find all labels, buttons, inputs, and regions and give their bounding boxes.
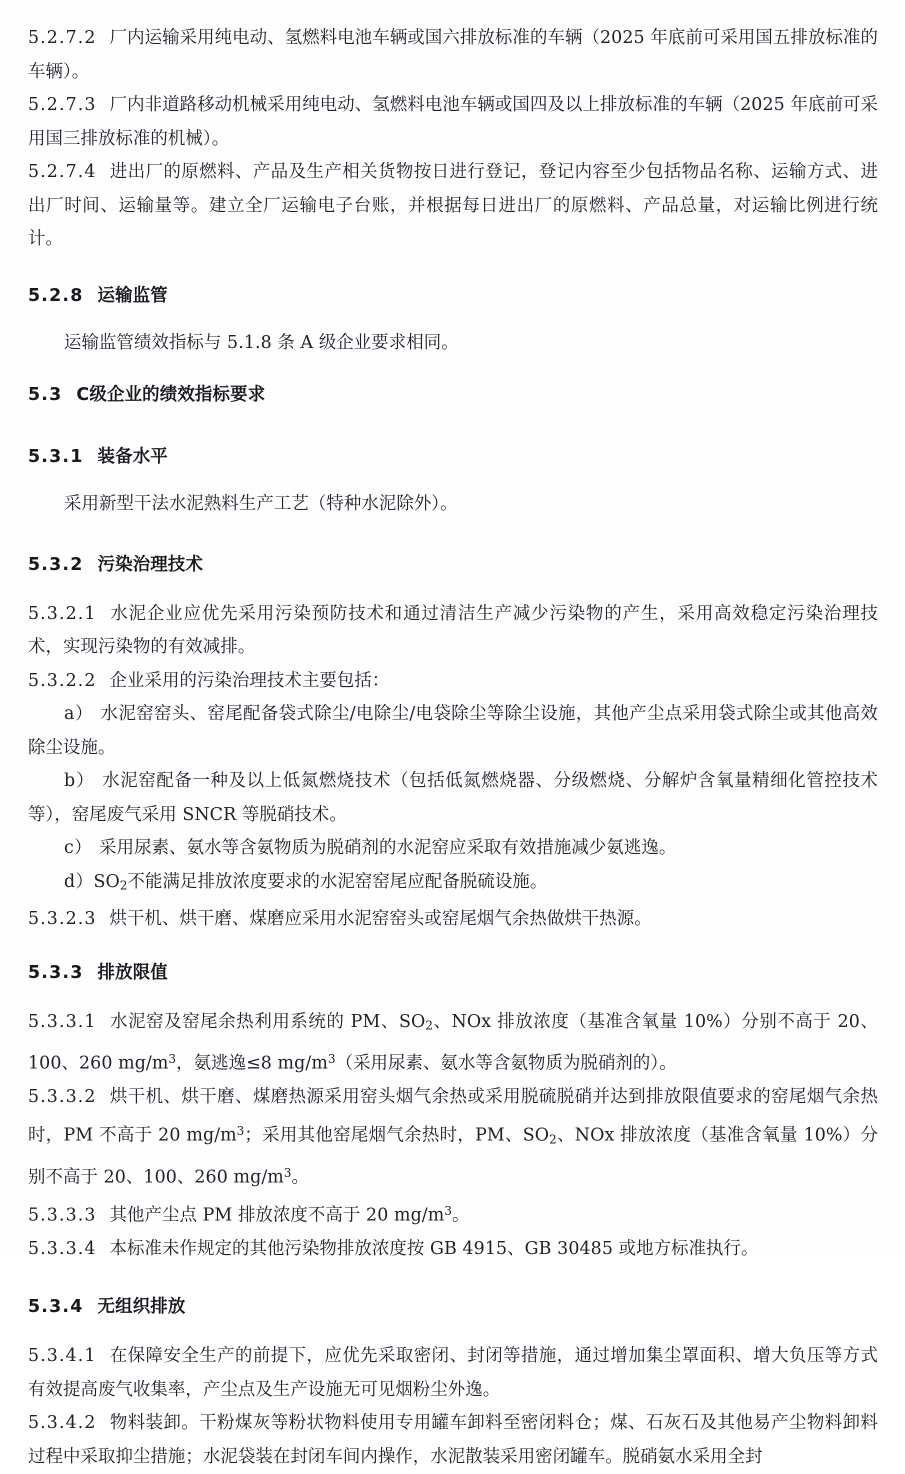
clause-number: 5.2.7.3 (28, 95, 97, 115)
clause-text: 烘干机、烘干磨、煤磨应采用水泥窑窑头或窑尾烟气余热做烘干热源。 (109, 908, 652, 929)
paragraph-5-3-1-body: 采用新型干法水泥熟料生产工艺（特种水泥除外）。 (64, 494, 458, 514)
list-text: 采用尿素、氨水等含氨物质为脱硝剂的水泥窑应采取有效措施减少氨逃逸。 (99, 838, 677, 858)
paragraph-5-2-7-2 (28, 22, 878, 89)
heading-5-2-8 (28, 281, 878, 311)
subscript-2: 2 (119, 878, 128, 893)
heading-number: 5.2.8 (28, 285, 84, 306)
heading-title: C级企业的绩效指标要求 (76, 385, 266, 405)
paragraph-5-3-3-3 (28, 1195, 878, 1233)
list-text: 水泥窑窑头、窑尾配备袋式除尘/电除尘/电袋除尘等除尘设施，其他产尘点采用袋式除尘或其他高效除尘设施。 (28, 704, 878, 758)
clause-number: 5.3.2.1 (28, 603, 97, 624)
clause-seg-1: 烘干机、烘干磨、煤磨热源采用窑头烟气余热或采用脱硫脱硝并达到排放限值要求的窑尾烟气余热时，PM 不高于 20 mg/m (28, 1087, 878, 1146)
clause-number: 5.3.3.4 (28, 1238, 97, 1259)
superscript-3: 3 (327, 1052, 336, 1067)
clause-number: 5.3.4.2 (28, 1413, 97, 1434)
list-text-before: SO (93, 871, 120, 892)
clause-text: 本标准未作规定的其他污染物排放浓度按 GB 4915、GB 30485 或地方标准执行。 (109, 1238, 759, 1259)
superscript-3: 3 (283, 1165, 292, 1180)
heading-5-3-4 (28, 1292, 878, 1322)
list-text-after: 不能满足排放浓度要求的水泥窑窑尾应配备脱硫设施。 (127, 871, 548, 892)
paragraph-5-3-3-2 (28, 1081, 878, 1194)
clause-number: 5.3.2.3 (28, 908, 97, 929)
list-item-d (28, 866, 878, 903)
clause-text: 物料装卸。干粉煤灰等粉状物料使用专用罐车卸料至密闭料仓；煤、石灰石及其他易产尘物料卸料过程中采取抑尘措施；水泥袋装在封闭车间内操作，水泥散装采用密闭罐车。脱硝氨水采用全封 (28, 1413, 878, 1467)
heading-number: 5.3 (28, 385, 63, 405)
heading-title: 污染治理技术 (97, 554, 204, 575)
subscript-2: 2 (549, 1132, 557, 1147)
paragraph-5-2-7-4 (28, 156, 878, 257)
paragraph-5-3-2-3 (28, 903, 878, 937)
heading-title: 无组织排放 (97, 1297, 186, 1318)
paragraph-5-3-4-2 (28, 1407, 878, 1474)
heading-title: 运输监管 (97, 285, 168, 306)
clause-number: 5.3.3.1 (28, 1012, 97, 1033)
paragraph-5-3-4-1 (28, 1340, 878, 1407)
subscript-2: 2 (425, 1018, 433, 1033)
heading-5-3-2 (28, 550, 878, 580)
heading-title: 装备水平 (97, 447, 168, 467)
clause-number: 5.2.7.2 (28, 28, 97, 48)
clause-number: 5.2.7.4 (28, 162, 97, 182)
heading-number: 5.3.4 (28, 1297, 84, 1318)
list-item-a (28, 698, 878, 765)
clause-seg-3: 、NOx 排放浓度（基准含氧量 10%）分别不高于 20、100、260 mg/m (28, 1125, 879, 1188)
clause-seg-2: 、NOx 排放浓度（基准含氧量 10%）分别不高于 20、100、260 mg/m (28, 1012, 878, 1074)
clause-seg-3: ，氨逃逸≤8 mg/m (176, 1053, 328, 1074)
list-label: d） (64, 871, 94, 892)
paragraph-5-3-2-1 (28, 598, 878, 665)
paragraph-5-3-3-1 (28, 1006, 878, 1081)
heading-5-3-1 (28, 442, 878, 472)
heading-number: 5.3.1 (28, 447, 84, 467)
paragraph-5-2-7-3 (28, 89, 878, 156)
heading-5-3-3 (28, 958, 878, 988)
clause-seg-1: 其他产尘点 PM 排放浓度不高于 20 mg/m (109, 1205, 445, 1226)
list-text: 水泥窑配备一种及以上低氮燃烧技术（包括低氮燃烧器、分级燃烧、分解炉含氧量精细化管控技术等），窑尾废气采用 SNCR 等脱硝技术。 (28, 771, 878, 825)
clause-text: 厂内运输采用纯电动、氢燃料电池车辆或国六排放标准的车辆（2025 年底前可采用国五排放标准的车辆）。 (28, 28, 878, 82)
clause-text: 水泥企业应优先采用污染预防技术和通过清洁生产减少污染物的产生，采用高效稳定污染治理技术，实现污染物的有效减排。 (28, 603, 878, 657)
clause-seg-4: （采用尿素、氨水等含氨物质为脱硝剂的）。 (335, 1053, 677, 1074)
clause-seg-2: ；采用其他窑尾烟气余热时，PM、SO (244, 1125, 550, 1146)
clause-text: 进出厂的原燃料、产品及生产相关货物按日进行登记，登记内容至少包括物品名称、运输方式、进出厂时间、运输量等。建立全厂运输电子台账，并根据每日进出厂的原燃料、产品总量，对运输比例进行统计。 (28, 162, 878, 249)
clause-number: 5.3.3.3 (28, 1205, 97, 1226)
list-label: a） (64, 704, 94, 724)
superscript-3: 3 (236, 1123, 245, 1138)
list-label: b） (64, 771, 95, 791)
clause-text: 在保障安全生产的前提下，应优先采取密闭、封闭等措施，通过增加集尘罩面积、增大负压等方式有效提高废气收集率，产尘点及生产设施无可见烟粉尘外逸。 (28, 1346, 878, 1400)
clause-number: 5.3.2.2 (28, 670, 97, 691)
clause-seg-1: 水泥窑及窑尾余热利用系统的 PM、SO (109, 1012, 426, 1033)
paragraph-5-2-8-body: 运输监管绩效指标与 5.1.8 条 A 级企业要求相同。 (64, 332, 459, 353)
clause-text: 企业采用的污染治理技术主要包括： (109, 670, 390, 691)
paragraph-5-3-3-4 (28, 1233, 878, 1267)
clause-seg-2: 。 (452, 1205, 470, 1226)
superscript-3: 3 (444, 1203, 452, 1218)
clause-number: 5.3.3.2 (28, 1087, 97, 1108)
heading-number: 5.3.2 (28, 554, 84, 575)
clause-number: 5.3.4.1 (28, 1346, 97, 1367)
superscript-3: 3 (168, 1052, 177, 1067)
list-item-c (28, 832, 878, 866)
list-item-b (28, 765, 878, 832)
clause-seg-4: 。 (291, 1167, 310, 1188)
heading-number: 5.3.3 (28, 963, 84, 984)
heading-title: 排放限值 (97, 963, 168, 984)
paragraph-5-3-2-2 (28, 665, 878, 699)
list-label: c） (64, 838, 93, 858)
heading-5-3 (28, 380, 878, 410)
clause-text: 厂内非道路移动机械采用纯电动、氢燃料电池车辆或国四及以上排放标准的车辆（2025 年底前可采用国三排放标准的机械）。 (28, 95, 878, 149)
